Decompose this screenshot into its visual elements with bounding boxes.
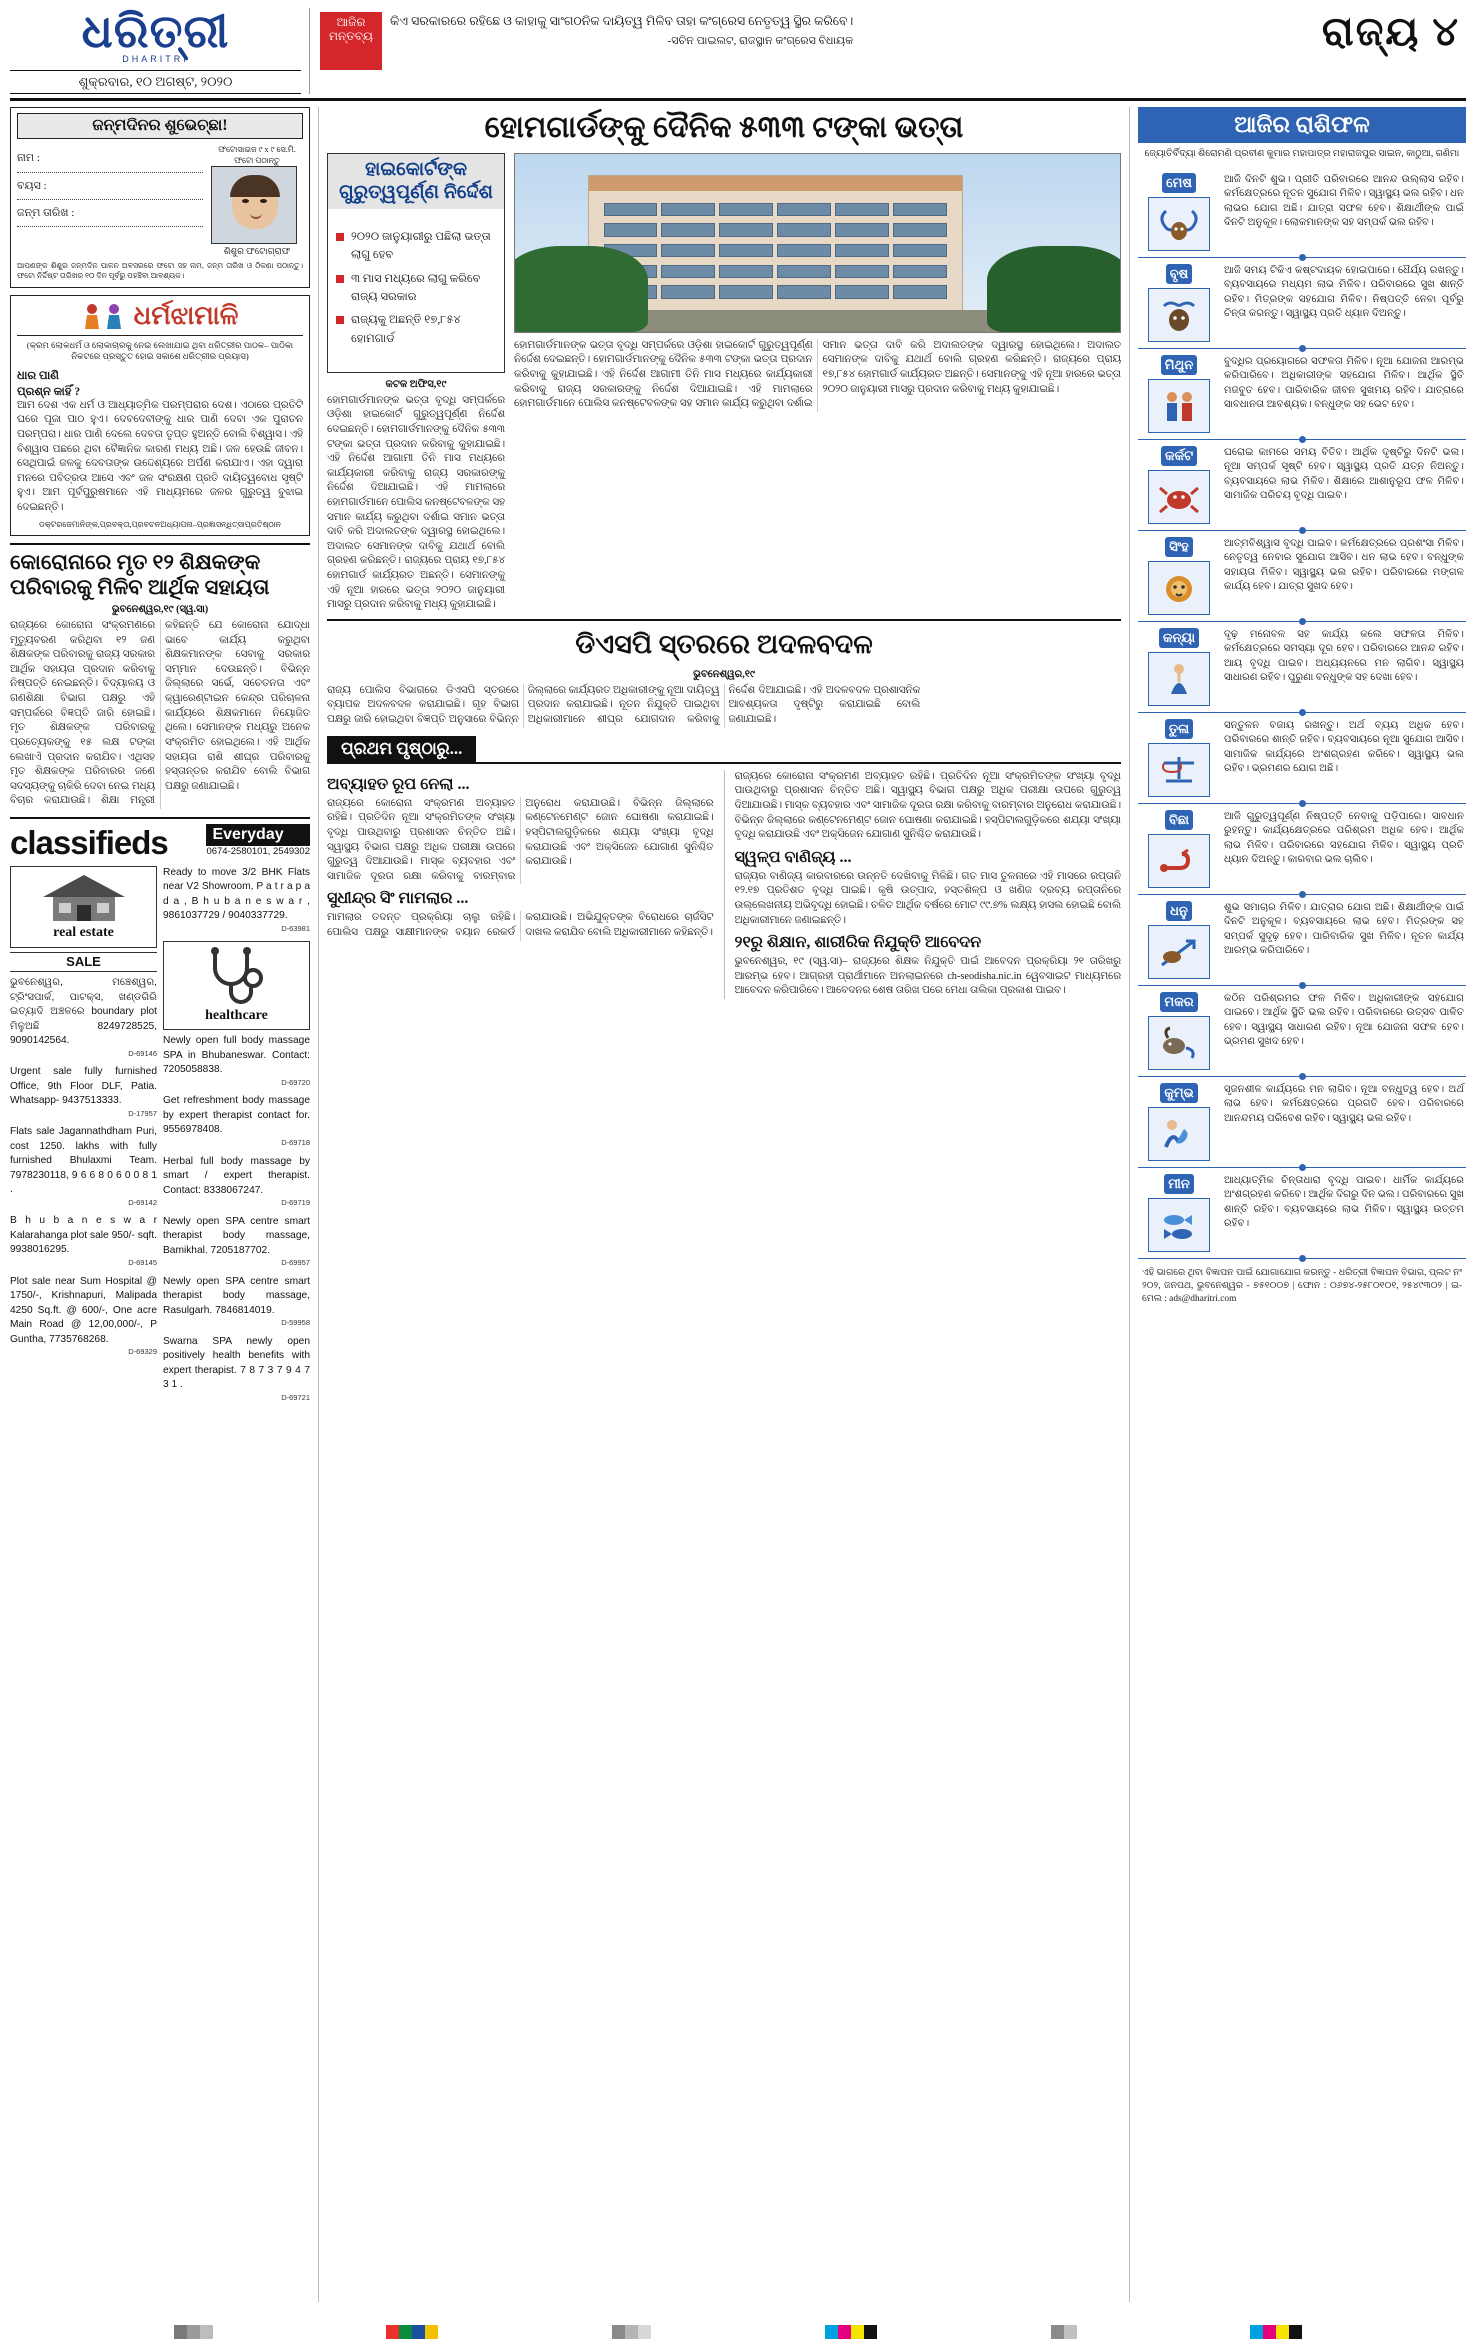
stethoscope-icon: [197, 946, 277, 1006]
classified-item[interactable]: [163, 1155, 310, 1209]
pisces-fish-icon: [1148, 1198, 1210, 1252]
dharma-heading: ଧାର ପାଣି: [17, 369, 59, 382]
publication-date: ଶୁକ୍ରବାର, ୧୦ ଅଗଷ୍ଟ, ୨୦୨୦: [10, 70, 301, 94]
color-swatch-group: [1051, 2325, 1077, 2339]
sign-text: ଘରୋଇ କାମରେ ସମୟ ବିତିବ। ଆର୍ଥିକ ଦୃଷ୍ଟିରୁ ଦିନଟି ଭଲ। ନୂଆ ସମ୍ପର୍କ ସୃଷ୍ଟି ହେବ। ସ୍ୱାସ୍ଥ୍ୟ ପ୍ରତି ଯତ୍ନ ନିଅନ୍ତୁ। ବ୍ୟବସାୟରେ ଲାଭ ମିଳିବ। ଶିକ୍ଷାରେ ଆଶାନୁରୂପ ଫଳ ମିଳିବ। ସାମାଜିକ ପରିଚୟ ବୃଦ୍ଧି ପାଇବ।: [1224, 446, 1464, 502]
highcourt-point: ୨୦୨୦ ଜାନୁୟାରୀରୁ ପଛିଲା ଭତ୍ତା ଲାଗୁ ହେବ: [336, 228, 496, 265]
lead-body-col2: ହୋମଗାର୍ଡମାନଙ୍କ ଭତ୍ତା ବୃଦ୍ଧି ସମ୍ପର୍କରେ ଓଡ଼ିଶା ହାଇକୋର୍ଟ ଗୁରୁତ୍ୱପୂର୍ଣ୍ଣ ନିର୍ଦ୍ଦେଶ ଦେଇଛନ୍ତି। ହୋମଗାର୍ଡମାନଙ୍କୁ ଦୈନିକ ୫୩୩ ଟଙ୍କା ଭତ୍ତା ପ୍ରଦାନ କରିବାକୁ କୁହାଯାଇଛି। ଏହି ନିର୍ଦ୍ଦେଶ ଆଗାମୀ ତିନି ମାସ ମଧ୍ୟରେ କାର୍ଯ୍ୟକାରୀ କରିବାକୁ ରାଜ୍ୟ ସରକାରଙ୍କୁ ନିର୍ଦ୍ଦେଶ ଦିଆଯାଇଛି। ଏହି ମାମଲାରେ ହୋମଗାର୍ଡମାନେ ପୋଲିସ କନଷ୍ଟେବଳଙ୍କ ସହ ସମାନ କାର୍ଯ୍ୟ କରୁଥିବା ଦର୍ଶାଇ ସମାନ ଭତ୍ତା ଦାବି କରି ଅଦାଲତଙ୍କ ଦ୍ୱାରସ୍ଥ ହୋଇଥିଲେ। ଅଦାଲତ ସେମାନଙ୍କ ଦାବିକୁ ଯଥାର୍ଥ ବୋଲି ଗ୍ରହଣ କରିଛନ୍ତି। ରାଜ୍ୟରେ ପ୍ରାୟ ୧୭,୮୫୪ ହୋମଗାର୍ଡ କାର୍ଯ୍ୟରତ ଅଛନ୍ତି। ସେମାନଙ୍କୁ ଏହି ନୂଆ ହାରରେ ଭତ୍ତା ୨୦୨୦ ଜାନୁୟାରୀ ମାସରୁ ପ୍ରଦାନ କରିବାକୁ ମଧ୍ୟ କୁହାଯାଇଛି।: [514, 339, 1121, 410]
birthday-note: ଆପଣଙ୍କ ଶିଶୁର ଜନ୍ମଦିନ ପାଳନ ଅବସରରେ ଫଟୋ ସହ ନାମ, ଜନ୍ମ ତାରିଖ ଓ ଠିକଣା ପଠାନ୍ତୁ। ଫଟୋ ନିର୍ଦ୍ଦିଷ୍ଟ ତାରିଖର ୧୦ ଦିନ ପୂର୍ବରୁ ପହଞ୍ଚିବା ଆବଶ୍ୟକ।: [17, 261, 303, 281]
dharma-column-box: [10, 295, 310, 536]
aquarius-waterbearer-icon: [1148, 1107, 1210, 1161]
highcourt-box-title: ହାଇକୋର୍ଟଙ୍କ ଗୁରୁତ୍ୱପୂର୍ଣ୍ଣ ନିର୍ଦ୍ଦେଶ: [328, 154, 504, 210]
lead-right-block: [514, 153, 1121, 613]
horoscope-sign-row: [1138, 713, 1466, 803]
sagittarius-archer-icon: [1148, 925, 1210, 979]
horoscope-sign-row: [1138, 531, 1466, 621]
corona-teachers-story: [10, 543, 310, 809]
classified-item[interactable]: [10, 1275, 157, 1358]
brief-body: ରାଜ୍ୟରେ କୋରୋନା ସଂକ୍ରମଣ ଅବ୍ୟାହତ ରହିଛି। ପ୍ରତିଦିନ ନୂଆ ସଂକ୍ରମିତଙ୍କ ସଂଖ୍ୟା ବୃଦ୍ଧି ପାଉଥିବାରୁ ପ୍ରଶାସନ ଚିନ୍ତିତ ଅଛି। ସ୍ୱାସ୍ଥ୍ୟ ବିଭାଗ ପକ୍ଷରୁ ଅଧିକ ପରୀକ୍ଷା ଉପରେ ଗୁରୁତ୍ୱ ଦିଆଯାଉଛି। ମାସ୍କ ବ୍ୟବହାର ଏବଂ ସାମାଜିକ ଦୂରତା ରକ୍ଷା କରିବାକୁ ବାରମ୍ବାର ଅନୁରୋଧ କରାଯାଉଛି। ବିଭିନ୍ନ ଜିଲ୍ଲାରେ କଣ୍ଟେନମେଣ୍ଟ ଜୋନ ଘୋଷଣା କରାଯାଇଛି। ହସ୍ପିଟାଲଗୁଡ଼ିକରେ ଶଯ୍ୟା ସଂଖ୍ୟା ବୃଦ୍ଧି କରାଯାଉଛି ଏବଂ ଅକ୍ସିଜେନ ଯୋଗାଣ ସୁନିଶ୍ଚିତ କରାଯାଉଛି।: [327, 797, 714, 882]
horoscope-sign-row: [1138, 1168, 1466, 1258]
briefs-tab-wrap: [327, 736, 1121, 764]
sign-name: ମିଥୁନ: [1161, 355, 1197, 375]
classified-ref: D-63981: [281, 923, 310, 933]
dharma-credit: ଡକ୍ଟରଜେମାନିଙ୍କ,ପ୍ରବକ୍ତା,ପ୍ରବଚନଅଧ୍ୟାପନା–ପ୍ରଜ୍ଞାସନ୍ଧିତ୍ସାପ୍ରତିଷ୍ଠାନ: [38, 519, 282, 529]
dsp-body: ରାଜ୍ୟ ପୋଲିସ ବିଭାଗରେ ଡିଏସପି ସ୍ତରରେ ବ୍ୟାପକ ଅଦଳବଦଳ କରାଯାଇଛି। ଗୃହ ବିଭାଗ ପକ୍ଷରୁ ଜାରି ହୋଇଥିବା ବିଜ୍ଞପ୍ତି ଅନୁସାରେ ବିଭିନ୍ନ ଜିଲ୍ଲାରେ କାର୍ଯ୍ୟରତ ଅଧିକାରୀଙ୍କୁ ନୂଆ ଦାୟିତ୍ୱ ପ୍ରଦାନ କରାଯାଇଛି। ନୂତନ ନିଯୁକ୍ତି ପାଇଥିବା ଅଧିକାରୀମାନେ ଶୀଘ୍ର ଯୋଗଦାନ କରିବାକୁ ନିର୍ଦ୍ଦେଶ ଦିଆଯାଇଛି। ଏହି ଅଦଳବଦଳ ପ୍ରଶାସନିକ ଆବଶ୍ୟକତା ଦୃଷ୍ଟିରୁ କରାଯାଇଛି ବୋଲି ଜଣାଯାଇଛି।: [327, 684, 921, 726]
corona-story-body: ରାଜ୍ୟରେ କୋରୋନା ସଂକ୍ରମଣରେ ମୃତ୍ୟୁବରଣ କରିଥିବା ୧୨ ଜଣ ଶିକ୍ଷକଙ୍କ ପରିବାରକୁ ରାଜ୍ୟ ସରକାର ଆର୍ଥିକ ସହାୟତା ପ୍ରଦାନ କରିବାକୁ ନିଷ୍ପତ୍ତି ନେଇଛନ୍ତି। ବିଦ୍ୟାଳୟ ଓ ଗଣଶିକ୍ଷା ବିଭାଗ ପକ୍ଷରୁ ଏହି ସମ୍ପର୍କରେ ବିଜ୍ଞପ୍ତି ଜାରି ହୋଇଛି। ମୃତ ଶିକ୍ଷକଙ୍କ ପରିବାରକୁ ପ୍ରତ୍ୟେକଙ୍କୁ ୧୫ ଲକ୍ଷ ଟଙ୍କା ଲେଖାଏଁ ପ୍ରଦାନ କରାଯିବ। ଏଥିସହ ମୃତ ଶିକ୍ଷକଙ୍କ ପରିବାରର ଜଣେ ସଦସ୍ୟଙ୍କୁ ଚାକିରି ଦେବା ନେଇ ମଧ୍ୟ ବିଚାର କରାଯାଉଛି। ଶିକ୍ଷା ମନ୍ତ୍ରୀ କହିଛନ୍ତି ଯେ କୋରୋନା ଯୋଦ୍ଧା ଭାବେ କାର୍ଯ୍ୟ କରୁଥିବା ଶିକ୍ଷକମାନଙ୍କ ସେବାକୁ ସରକାର ସମ୍ମାନ ଦେଉଛନ୍ତି। ବିଭିନ୍ନ ଜିଲ୍ଲାରେ ସର୍ଭେ, ସଚେତନତା ଏବଂ କ୍ୱାରେଣ୍ଟାଇନ କେନ୍ଦ୍ର ପରିଚାଳନା କାର୍ଯ୍ୟରେ ଶିକ୍ଷକମାନେ ନିୟୋଜିତ ଥିଲେ। ସେମାନଙ୍କ ମଧ୍ୟରୁ ଅନେକ ସଂକ୍ରମିତ ହୋଇଥିଲେ। ଏହି ଆର୍ଥିକ ସହାୟତା ରାଶି ଶୀଘ୍ର ପରିବାରକୁ ହସ୍ତାନ୍ତର କରାଯିବ ବୋଲି ବିଭାଗ ପକ୍ଷରୁ ଜଣାଯାଇଛି।: [10, 620, 310, 807]
classifieds-title: classifieds: [10, 823, 168, 861]
dharma-title: ଧର୍ମଝାମାଳି: [133, 300, 239, 330]
color-swatch-group: [1250, 2325, 1302, 2339]
highcourt-photo: [514, 153, 1121, 333]
highcourt-points: [328, 221, 504, 360]
classified-item[interactable]: [10, 1125, 157, 1208]
sign-text: ଆତ୍ମବିଶ୍ୱାସ ବୃଦ୍ଧି ପାଇବ। କର୍ମକ୍ଷେତ୍ରରେ ପ୍ରଶଂସା ମିଳିବ। ନେତୃତ୍ୱ ନେବାର ସୁଯୋଗ ଆସିବ। ଧନ ଲାଭ ହେବ। ବନ୍ଧୁଙ୍କ ସହାୟତା ମିଳିବ। ସ୍ୱାସ୍ଥ୍ୟ ଭଲ ରହିବ। ପରିବାରରେ ମଙ୍ଗଳ କାର୍ଯ୍ୟ ହେବ। ଯାତ୍ରା ସୁଖଦ ହେବ।: [1224, 537, 1464, 593]
dharma-body: ଆମ ଦେଶ ଏକ ଧର୍ମ ଓ ଆଧ୍ୟାତ୍ମିକ ପରମ୍ପରାର ଦେଶ। ଏଠାରେ ପ୍ରତିଟି ଘରେ ପୂଜା ପାଠ ହୁଏ। ଦେବଦେବୀଙ୍କୁ ଧାର ପାଣି ଦେବା ଏକ ପୁରାତନ ପରମ୍ପରା। ଧାର ପାଣି ଦେଲେ ଦେବତା ତୃପ୍ତ ହୁଅନ୍ତି ବୋଲି ବିଶ୍ୱାସ। ଏହି ବିଶ୍ୱାସ ପଛରେ ଥିବା ବୈଜ୍ଞାନିକ କାରଣ ମଧ୍ୟ ଅଛି। ଜଳ ହେଉଛି ଜୀବନ। ସେଥିପାଇଁ ଜଳକୁ ଦେବତାଙ୍କ ଉଦ୍ଦେଶ୍ୟରେ ଅର୍ପଣ କରାଯାଏ। ଏହା ଦ୍ୱାରା ମନରେ ପବିତ୍ରତା ଆସେ ଏବଂ ଜଳ ସଂରକ୍ଷଣ ପ୍ରତି ଦାୟିତ୍ୱବୋଧ ସୃଷ୍ଟି ହୁଏ। ଆମ ପୂର୍ବପୁରୁଷମାନେ ଏହି ମାଧ୍ୟମରେ ଜଳର ଗୁରୁତ୍ୱ ବୁଝାଇ ଦେଇଛନ୍ତି।: [17, 399, 303, 514]
color-registration-bar: [0, 2325, 1476, 2339]
birthday-title: ଜନ୍ମଦିନର ଶୁଭେଚ୍ଛା!: [17, 113, 303, 139]
deity-figures-icon: [82, 301, 126, 331]
taurus-bull-icon: [1148, 288, 1210, 342]
sign-name: ମେଷ: [1162, 173, 1196, 193]
classified-item[interactable]: [163, 1034, 310, 1088]
corona-story-headline: କୋରୋନାରେ ମୃତ ୧୨ ଶିକ୍ଷକଙ୍କ ପରିବାରକୁ ମିଳିବ ଆର୍ଥିକ ସହାୟତା: [10, 549, 270, 599]
sign-name: ବିଛା: [1165, 810, 1193, 830]
section-title: ରାଜ୍ୟ ୪: [1321, 9, 1460, 54]
classifieds-phone: 0674-2580101, 2549302: [206, 845, 310, 857]
center-column: [327, 107, 1121, 2302]
today-comment-badge: ଆଜିର ମନ୍ତବ୍ୟ: [320, 12, 382, 70]
classified-ref: D-69142: [128, 1197, 157, 1207]
classifieds-column-1: [10, 866, 157, 1410]
classified-text: Newly open SPA centre smart therapist body massage, Bamikhal. 7205187702.: [163, 1215, 310, 1256]
lead-story: [327, 153, 1121, 613]
sign-text: ବୁଦ୍ଧିର ପ୍ରୟୋଗରେ ସଫଳତା ମିଳିବ। ନୂଆ ଯୋଜନା ଆରମ୍ଭ କରିପାରିବେ। ଅଧିକାରୀଙ୍କ ସହଯୋଗ ମିଳିବ। ଆର୍ଥିକ ସ୍ଥିତି ମଜବୁତ ହେବ। ପାରିବାରିକ ଜୀବନ ସୁଖମୟ ରହିବ। ଯାତ୍ରାରେ ସାବଧାନତା ଆବଶ୍ୟକ। ବନ୍ଧୁଙ୍କ ସହ ଭେଟ ହେବ।: [1224, 355, 1464, 411]
classified-text: Flats sale Jagannathdham Puri, cost 1250. lakhs with fully furnished Bhulaxmi Team. 7978230118, 9 6 6 8 0 6 0 0 8 1 .: [10, 1126, 157, 1196]
page-content: [10, 107, 1466, 2302]
horoscope-sign-row: [1138, 440, 1466, 530]
sign-name: କନ୍ୟା: [1159, 628, 1199, 648]
color-swatch-group: [174, 2325, 213, 2339]
classified-text: Herbal full body massage by smart / expert therapist. Contact: 8338067247.: [163, 1155, 310, 1196]
libra-scales-icon: [1148, 743, 1210, 797]
sign-name: ମୀନ: [1164, 1174, 1194, 1194]
brief-intro-body: ରାଜ୍ୟରେ କୋରୋନା ସଂକ୍ରମଣ ଅବ୍ୟାହତ ରହିଛି। ପ୍ରତିଦିନ ନୂଆ ସଂକ୍ରମିତଙ୍କ ସଂଖ୍ୟା ବୃଦ୍ଧି ପାଉଥିବାରୁ ପ୍ରଶାସନ ଚିନ୍ତିତ ଅଛି। ସ୍ୱାସ୍ଥ୍ୟ ବିଭାଗ ପକ୍ଷରୁ ଅଧିକ ପରୀକ୍ଷା ଉପରେ ଗୁରୁତ୍ୱ ଦିଆଯାଉଛି। ମାସ୍କ ବ୍ୟବହାର ଏବଂ ସାମାଜିକ ଦୂରତା ରକ୍ଷା କରିବାକୁ ବାରମ୍ବାର ଅନୁରୋଧ କରାଯାଉଛି। ବିଭିନ୍ନ ଜିଲ୍ଲାରେ କଣ୍ଟେନମେଣ୍ଟ ଜୋନ ଘୋଷଣା କରାଯାଇଛି। ହସ୍ପିଟାଲଗୁଡ଼ିକରେ ଶଯ୍ୟା ସଂଖ୍ୟା ବୃଦ୍ଧି କରାଯାଉଛି ଏବଂ ଅକ୍ସିଜେନ ଯୋଗାଣ ସୁନିଶ୍ଚିତ କରାଯାଉଛି।: [734, 770, 1121, 841]
classified-text: Newly open SPA centre smart therapist body massage, Rasulgarh. 7846814019.: [163, 1275, 310, 1316]
brief-headline: ସ୍ୱଳ୍ପ ବାଣିଜ୍ୟ ...: [734, 848, 852, 866]
briefs-column-2: [735, 770, 1122, 999]
sign-text: ଆଧ୍ୟାତ୍ମିକ ଚିନ୍ତାଧାରା ବୃଦ୍ଧି ପାଇବ। ଧାର୍ମିକ କାର୍ଯ୍ୟରେ ଅଂଶଗ୍ରହଣ କରିବେ। ଆର୍ଥିକ ଦିଗରୁ ଦିନ ଭଲ। ପରିବାରରେ ସୁଖ ଶାନ୍ତି ରହିବ। ବ୍ୟବସାୟରେ ଲାଭ ମିଳିବ। ସ୍ୱାସ୍ଥ୍ୟ ଉତ୍ତମ ରହିବ।: [1224, 1174, 1464, 1230]
newspaper-logo: ଧରିତ୍ରୀ: [81, 6, 230, 57]
classified-text: Urgent sale fully furnished Office, 9th Floor DLF, Patia. Whatsapp- 9437513333.: [10, 1066, 157, 1107]
sign-name: ତୁଳା: [1165, 719, 1193, 739]
category-label-real-estate: real estate: [53, 924, 114, 940]
classified-item[interactable]: [163, 866, 310, 935]
sign-text: ଦୃଢ଼ ମନୋବଳ ସହ କାର୍ଯ୍ୟ କଲେ ସଫଳତା ମିଳିବ। କର୍ମକ୍ଷେତ୍ରରେ ସମସ୍ୟା ଦୂର ହେବ। ପରିବାରରେ ଆନନ୍ଦ ରହିବ। ଆୟ ବୃଦ୍ଧି ପାଇବ। ଅଧ୍ୟୟନରେ ମନ ଲାଗିବ। ସ୍ୱାସ୍ଥ୍ୟ ସାଧାରଣ ରହିବ। ପୁରୁଣା ବନ୍ଧୁଙ୍କ ସହ ଦେଖା ହେବ।: [1224, 628, 1464, 684]
sale-label: SALE: [10, 952, 157, 972]
category-label-healthcare: healthcare: [205, 1007, 268, 1023]
scorpio-scorpion-icon: [1148, 834, 1210, 888]
horoscope-sign-row: [1138, 804, 1466, 894]
classifieds-section: [10, 817, 310, 1410]
classified-text: Newly open full body massage SPA in Bhubaneswar. Contact: 7205058838.: [163, 1035, 310, 1076]
briefs-tab-label: ପ୍ରଥମ ପୃଷ୍ଠାରୁ...: [327, 736, 476, 762]
classified-text: Plot sale near Sum Hospital @ 1750/-, Krishnapuri, Malipada 4250 Sq.ft. @ 600/-, One acre Main Road @ 12,00,000/-, P Guntha, 7735768268.: [10, 1275, 157, 1345]
photo-size-note: ଫଟୋସାଇଜ ୯ x ୯ ସେ.ମି. ଫଟୋ ପଠାନ୍ତୁ: [218, 145, 296, 165]
sign-text: ସନ୍ତୁଳନ ବଜାୟ ରଖନ୍ତୁ। ଅର୍ଥ ବ୍ୟୟ ଅଧିକ ହେବ। ପରିବାରରେ ଶାନ୍ତି ରହିବ। ବ୍ୟବସାୟରେ ନୂଆ ସୁଯୋଗ ଆସିବ। ସାମାଜିକ କାର୍ଯ୍ୟରେ ଅଂଶଗ୍ରହଣ କରିବେ। ସ୍ୱାସ୍ଥ୍ୟ ଭଲ ରହିବ। ଭ୍ରମଣର ଯୋଗ ଅଛି।: [1224, 719, 1464, 775]
birthday-field-dob: ଜନ୍ମ ତାରିଖ :: [17, 200, 203, 227]
cancer-crab-icon: [1148, 470, 1210, 524]
classified-ref: D-69145: [128, 1257, 157, 1267]
sign-text: କଠିନ ପରିଶ୍ରମର ଫଳ ମିଳିବ। ଅଧିକାରୀଙ୍କ ସହଯୋଗ ପାଇବେ। ଆର୍ଥିକ ସ୍ଥିତି ଭଲ ରହିବ। ପରିବାରରେ ଉତ୍ସବ ପାଳିତ ହେବ। ସ୍ୱାସ୍ଥ୍ୟ ସାଧାରଣ ରହିବ। ନୂଆ ଯୋଜନା ସଫଳ ହେବ। ଭ୍ରମଣ ସୁଖଦ ହେବ।: [1224, 992, 1464, 1048]
brief-body: ମାମଲାର ତଦନ୍ତ ପ୍ରକ୍ରିୟା ଚାଲୁ ରହିଛି। ପୋଲିସ ପକ୍ଷରୁ ସାକ୍ଷୀମାନଙ୍କ ବୟାନ ରେକର୍ଡ କରାଯାଉଛି। ଅଭିଯୁକ୍ତଙ୍କ ବିରୋଧରେ ଚାର୍ଜସିଟ ଦାଖଲ କରାଯିବ ବୋଲି ଅଧିକାରୀମାନେ କହିଛନ୍ତି।: [327, 912, 714, 938]
highcourt-point: ରାଜ୍ୟକୁ ଅଛନ୍ତି ୧୭,୮୫୪ ହୋମଗାର୍ଡ: [336, 311, 496, 348]
horoscope-column: [1138, 107, 1466, 2302]
horoscope-sign-row: [1138, 349, 1466, 439]
classifieds-header: [10, 824, 310, 862]
horoscope-credit: ଜ୍ୟୋତିର୍ବିଦ୍ୟା ଶିରୋମଣି ପ୍ରବୀଣ କୁମାର ମହାପାତ୍ର ମହାରାଜପୁର ସାଇନ, କାଠୁଆ, ଗଣିମା: [1144, 149, 1460, 160]
brief-body: ରାଜ୍ୟର ବାଣିଜ୍ୟ କାରବାରରେ ଉନ୍ନତି ଦେଖିବାକୁ ମିଳିଛି। ଗତ ମାସ ତୁଳନାରେ ଏହି ମାସରେ ରପ୍ତାନି ୧୨.୧୭ ପ୍ରତିଶତ ବୃଦ୍ଧି ପାଇଛି। କୃଷି ଉତ୍ପାଦ, ହସ୍ତଶିଳ୍ପ ଓ ଖଣିଜ ଦ୍ରବ୍ୟ ରପ୍ତାନିରେ ଉଲ୍ଲେଖନୀୟ ଅଭିବୃଦ୍ଧି ହୋଇଛି। ଚଳିତ ଆର୍ଥିକ ବର୍ଷରେ ମୋଟ ୯୯.୭% ଲକ୍ଷ୍ୟ ହାସଲ ହୋଇଛି ବୋଲି ଅଧିକାରୀମାନେ ଜଣାଇଛନ୍ତି।: [734, 870, 1121, 926]
photo-caption: ଶିଶୁର ଫଟୋଗ୍ରାଫ: [223, 246, 291, 257]
sign-text: ଆଜି ଦିନଟି ଶୁଭ। ପ୍ରୀତି ପରିବାରରେ ଆନନ୍ଦ ଉଲ୍ଲାସ ରହିବ। କର୍ମକ୍ଷେତ୍ରରେ ନୂତନ ସୁଯୋଗ ମିଳିବ। ସ୍ୱାସ୍ଥ୍ୟ ଭଲ ରହିବ। ଧନ ଲାଭର ଯୋଗ ଅଛି। ଯାତ୍ରା ସଫଳ ହେବ। ଶିକ୍ଷାର୍ଥୀଙ୍କ ପାଇଁ ଦିନଟି ଅନୁକୂଳ। ଲୋକମାନଙ୍କ ସହ ସମ୍ପର୍କ ଭଲ ରହିବ।: [1224, 173, 1464, 229]
lead-headline: ହୋମଗାର୍ଡଙ୍କୁ ଦୈନିକ ୫୩୩ ଟଙ୍କା ଭତ୍ତା: [484, 111, 964, 145]
quote-attribution: -ସଚିନ ପାଇଲଟ, ରାଜସ୍ଥାନ କଂଗ୍ରେସ ବିଧାୟକ: [667, 34, 854, 47]
quote-text: [390, 12, 853, 49]
birthday-fields: [17, 145, 203, 257]
corona-story-byline: ଭୁବନେଶ୍ୱର,୧୯ (ସ୍ୱ.ସା): [111, 604, 209, 616]
classified-item[interactable]: [10, 1214, 157, 1268]
quote-body: କିଏ ସରକାରରେ ରହିଛେ ଓ କାହାକୁ ସାଂଗଠନିକ ଦାୟିତ୍ୱ ମିଳିବ ତାହା କଂଗ୍ରେସ ନେତୃତ୍ୱ ସ୍ଥିର କରିବେ।: [390, 14, 854, 28]
classified-text: Swarna SPA newly open positively health benefits with expert therapist. 7 8 7 3 7 9 4 7 3 1 .: [163, 1335, 310, 1391]
classified-ref: D-17957: [128, 1108, 157, 1118]
horoscope-sign-row: [1138, 986, 1466, 1076]
left-column: [10, 107, 310, 2302]
classified-ref: D-69720: [281, 1077, 310, 1087]
sign-text: ଆଜି ସମୟ ଟିକିଏ କଷ୍ଟଦାୟକ ହୋଇପାରେ। ଧୈର୍ଯ୍ୟ ରଖନ୍ତୁ। ବ୍ୟବସାୟରେ ମଧ୍ୟମ ଲାଭ ମିଳିବ। ପରିବାରରେ ସୁଖ ଶାନ୍ତି ରହିବ। ମିତ୍ରଙ୍କ ସହଯୋଗ ମିଳିବ। ନିଷ୍ପତ୍ତି ନେବା ପୂର୍ବରୁ ଚିନ୍ତା କରନ୍ତୁ। ସ୍ୱାସ୍ଥ୍ୟ ପ୍ରତି ଧ୍ୟାନ ଦିଅନ୍ତୁ।: [1224, 264, 1464, 320]
horoscope-sign-row: [1138, 622, 1466, 712]
briefs-column-1: [327, 770, 714, 999]
classified-text: ଭୁବନେଶ୍ୱର, ମଞ୍ଚେଶ୍ୱର, ଟ୍ରିଂସପାର୍କ, ପାଟକ୍ସ, ଖଣ୍ଡଗିରି ଇତ୍ୟାଦି ଅଞ୍ଚଳରେ boundary plot ମିଳୁଅଛି 8249728525, 9090142564.: [10, 977, 157, 1047]
sign-name: ସିଂହ: [1165, 537, 1192, 557]
aries-ram-icon: [1148, 197, 1210, 251]
brief-headline: ସୁଧୀନ୍ଦ୍ର ସିଂ ମାମଲାର ...: [327, 890, 469, 908]
classified-ref: D-59958: [281, 1318, 310, 1328]
horoscope-sign-row: [1138, 167, 1466, 257]
classified-text: Get refreshment body massage by expert therapist contact for. 9556978408.: [163, 1095, 310, 1136]
classified-ref: D-69719: [281, 1198, 310, 1208]
category-real-estate: [10, 866, 157, 948]
dharma-header: [17, 301, 303, 336]
classified-item[interactable]: [10, 1065, 157, 1119]
classifieds-everyday-badge: Everyday: [206, 824, 310, 846]
classified-ref: D-69718: [281, 1137, 310, 1147]
lead-byline: କଟକ ଅଫିସ,୧୯: [385, 378, 447, 390]
masthead-logo-block: [10, 8, 310, 94]
color-swatch-group: [612, 2325, 651, 2339]
classifieds-column-2: [163, 866, 310, 1410]
horoscope-footer-note: ଏହି ଭାଗରେ ଥିବା ବିଜ୍ଞାପନ ପାଇଁ ଯୋଗାଯୋଗ କରନ୍ତୁ - ଧରିତ୍ରୀ ବିଜ୍ଞାପନ ବିଭାଗ, ପ୍ଲଟ ନଂ ୨୦୨, ଜନପଥ, ଭୁବନେଶ୍ୱର - ୭୫୧୦୦୭ | ଫୋନ : ୦୬୭୪-୨୫୮୦୧୦୧, ୨୫୪୯୩୦୨ | ଇ-ମେଲ : ads@dharitri.com: [1142, 1267, 1462, 1305]
color-swatch-group: [825, 2325, 877, 2339]
dsp-headline: ଡିଏସପି ସ୍ତରରେ ଅଦଳବଦଳ: [327, 619, 1121, 665]
virgo-maiden-icon: [1148, 652, 1210, 706]
capricorn-goat-icon: [1148, 1016, 1210, 1070]
category-healthcare: [163, 941, 310, 1031]
horoscope-title: ଆଜିର ରାଶିଫଳ: [1138, 107, 1466, 143]
classified-item[interactable]: [163, 1215, 310, 1269]
highcourt-sidebar: [327, 153, 505, 613]
birthday-greetings-box: [10, 107, 310, 287]
highcourt-point: ୩ ମାସ ମଧ୍ୟରେ ଲାଗୁ କରିବେ ରାଜ୍ୟ ସରକାର: [336, 270, 496, 307]
classified-item[interactable]: [163, 1275, 310, 1329]
birthday-field-name: ନାମ :: [17, 145, 203, 172]
gemini-twins-icon: [1148, 379, 1210, 433]
classified-text: B h u b a n e s w a r Kalarahanga plot sale 950/- sqft. 9938016295.: [10, 1215, 157, 1256]
classified-item[interactable]: [10, 976, 157, 1059]
sign-name: ବୃଷ: [1166, 264, 1192, 284]
baby-photo-icon: [211, 166, 297, 244]
dharma-subtitle: (କ୍ରମ ଲୋକଧର୍ମ ଓ ଲୋକାଚାରକୁ ନେଇ ଲେଖାଯାଇ ଥିବା ଧରିତ୍ରୀର ପାଠକ– ପାଠିକା ନିକଟରେ ପ୍ରସ୍ତୁତ ହୋଇ ସକାଶେ ଧରିତ୍ରୀର ପ୍ରୟାସ): [26, 339, 294, 362]
brief-body: ଭୁବନେଶ୍ୱର, ୧୯ (ସ୍ୱ.ସା)– ରାଜ୍ୟରେ ଶିକ୍ଷକ ନିଯୁକ୍ତି ପାଇଁ ଆବେଦନ ପ୍ରକ୍ରିୟା ୨୧ ତାରିଖରୁ ଆରମ୍ଭ ହେବ। ଆଗ୍ରହୀ ପ୍ରାର୍ଥୀମାନେ ଅନଲାଇନରେ ch-seodisha.nic.in ୱେବସାଇଟ ମାଧ୍ୟମରେ ଆବେଦନ କରିପାରିବେ। ଆବେଦନର ଶେଷ ତାରିଖ ପରେ ମେଧା ତାଲିକା ପ୍ରକାଶ ପାଇବ।: [734, 956, 1121, 997]
newspaper-logo-latin: DHARITRI: [122, 54, 189, 65]
sign-text: ଆଜି ଗୁରୁତ୍ୱପୂର୍ଣ୍ଣ ନିଷ୍ପତ୍ତି ନେବାକୁ ପଡ଼ିପାରେ। ସାବଧାନ ରୁହନ୍ତୁ। କାର୍ଯ୍ୟକ୍ଷେତ୍ରରେ ପରିଶ୍ରମ ଅଧିକ ହେବ। ଆର୍ଥିକ ଲାଭ ମିଳିବ। ପରିବାରରେ ସହଯୋଗ ମିଳିବ। ସ୍ୱାସ୍ଥ୍ୟ ପ୍ରତି ଧ୍ୟାନ ଦିଅନ୍ତୁ। କାରବାର ଭଲ ଚାଲିବ।: [1224, 810, 1464, 866]
lead-body-col1: ହୋମଗାର୍ଡମାନଙ୍କ ଭତ୍ତା ବୃଦ୍ଧି ସମ୍ପର୍କରେ ଓଡ଼ିଶା ହାଇକୋର୍ଟ ଗୁରୁତ୍ୱପୂର୍ଣ୍ଣ ନିର୍ଦ୍ଦେଶ ଦେଇଛନ୍ତି। ହୋମଗାର୍ଡମାନଙ୍କୁ ଦୈନିକ ୫୩୩ ଟଙ୍କା ଭତ୍ତା ପ୍ରଦାନ କରିବାକୁ କୁହାଯାଇଛି। ଏହି ନିର୍ଦ୍ଦେଶ ଆଗାମୀ ତିନି ମାସ ମଧ୍ୟରେ କାର୍ଯ୍ୟକାରୀ କରିବାକୁ ରାଜ୍ୟ ସରକାରଙ୍କୁ ନିର୍ଦ୍ଦେଶ ଦିଆଯାଇଛି। ଏହି ମାମଲାରେ ହୋମଗାର୍ଡମାନେ ପୋଲିସ କନଷ୍ଟେବଳଙ୍କ ସହ ସମାନ କାର୍ଯ୍ୟ କରୁଥିବା ଦର୍ଶାଇ ସମାନ ଭତ୍ତା ଦାବି କରି ଅଦାଲତଙ୍କ ଦ୍ୱାରସ୍ଥ ହୋଇଥିଲେ। ଅଦାଲତ ସେମାନଙ୍କ ଦାବିକୁ ଯଥାର୍ଥ ବୋଲି ଗ୍ରହଣ କରିଛନ୍ତି। ରାଜ୍ୟରେ ପ୍ରାୟ ୧୭,୮୫୪ ହୋମଗାର୍ଡ କାର୍ଯ୍ୟରତ ଅଛନ୍ତି। ସେମାନଙ୍କୁ ଏହି ନୂଆ ହାରରେ ଭତ୍ତା ୨୦୨୦ ଜାନୁୟାରୀ ମାସରୁ ପ୍ରଦାନ କରିବାକୁ ମଧ୍ୟ କୁହାଯାଇଛି।: [327, 394, 505, 611]
classified-item[interactable]: [163, 1094, 310, 1148]
masthead-quote-block: [310, 8, 1266, 94]
brief-headline: ଅବ୍ୟାହତ ରୂପ ନେଲା ...: [327, 775, 470, 793]
classified-item[interactable]: [163, 1335, 310, 1404]
masthead: [10, 8, 1466, 101]
dharma-subheading: ପ୍ରଶ୍ନ କାହିଁ ?: [17, 385, 81, 398]
sign-name: କୁମ୍ଭ: [1160, 1083, 1198, 1103]
dsp-story: [327, 619, 1121, 728]
horoscope-sign-row: [1138, 895, 1466, 985]
classified-text: Ready to move 3/2 BHK Flats near V2 Showroom, P a t r a p a d a , B h u b a n e s w a r , 9861037729 / 9040337729.: [163, 866, 310, 922]
birthday-field-age: ବୟସ :: [17, 173, 203, 200]
sign-name: ଧନୁ: [1166, 901, 1192, 921]
color-swatch-group: [386, 2325, 438, 2339]
sign-text: ଶୁଭ ସମାଚାର ମିଳିବ। ଯାତ୍ରାର ଯୋଗ ଅଛି। ଶିକ୍ଷାର୍ଥୀଙ୍କ ପାଇଁ ଦିନଟି ଅନୁକୂଳ। ବ୍ୟବସାୟରେ ଲାଭ ହେବ। ମିତ୍ରଙ୍କ ସହ ସମ୍ପର୍କ ସୁଦୃଢ଼ ହେବ। ପାରିବାରିକ ସୁଖ ମିଳିବ। ନୂତନ କାର୍ଯ୍ୟ ଆରମ୍ଭ କରିପାରିବେ।: [1224, 901, 1464, 957]
classified-ref: D-69329: [128, 1347, 157, 1356]
brief-headline: ୨୧ରୁ ଶିକ୍ଷାନ, ଶାରୀରିକ ନିଯୁକ୍ତି ଆବେଦନ: [734, 934, 982, 952]
sign-text: ସୃଜନଶୀଳ କାର୍ଯ୍ୟରେ ମନ ଲାଗିବ। ନୂଆ ବନ୍ଧୁତ୍ୱ ହେବ। ଅର୍ଥ ଲାଭ ହେବ। କର୍ମକ୍ଷେତ୍ରରେ ପ୍ରଗତି ହେବ। ପରିବାରରେ ଆନନ୍ଦମୟ ପରିବେଶ ରହିବ। ସ୍ୱାସ୍ଥ୍ୟ ଭଲ ରହିବ।: [1224, 1083, 1464, 1124]
dsp-byline: ଭୁବନେଶ୍ୱର,୧୯: [693, 668, 755, 680]
sign-name: କର୍କଟ: [1161, 446, 1197, 466]
birthday-photo-block: [211, 145, 303, 257]
house-icon: [39, 871, 129, 923]
classified-ref: D-69721: [281, 1392, 310, 1402]
classified-ref: D-69957: [281, 1258, 310, 1268]
horoscope-sign-row: [1138, 1077, 1466, 1167]
horoscope-sign-row: [1138, 258, 1466, 348]
sign-name: ମକର: [1160, 992, 1197, 1012]
briefs-section: [327, 736, 1121, 999]
classified-ref: D-69146: [128, 1048, 157, 1058]
leo-lion-icon: [1148, 561, 1210, 615]
